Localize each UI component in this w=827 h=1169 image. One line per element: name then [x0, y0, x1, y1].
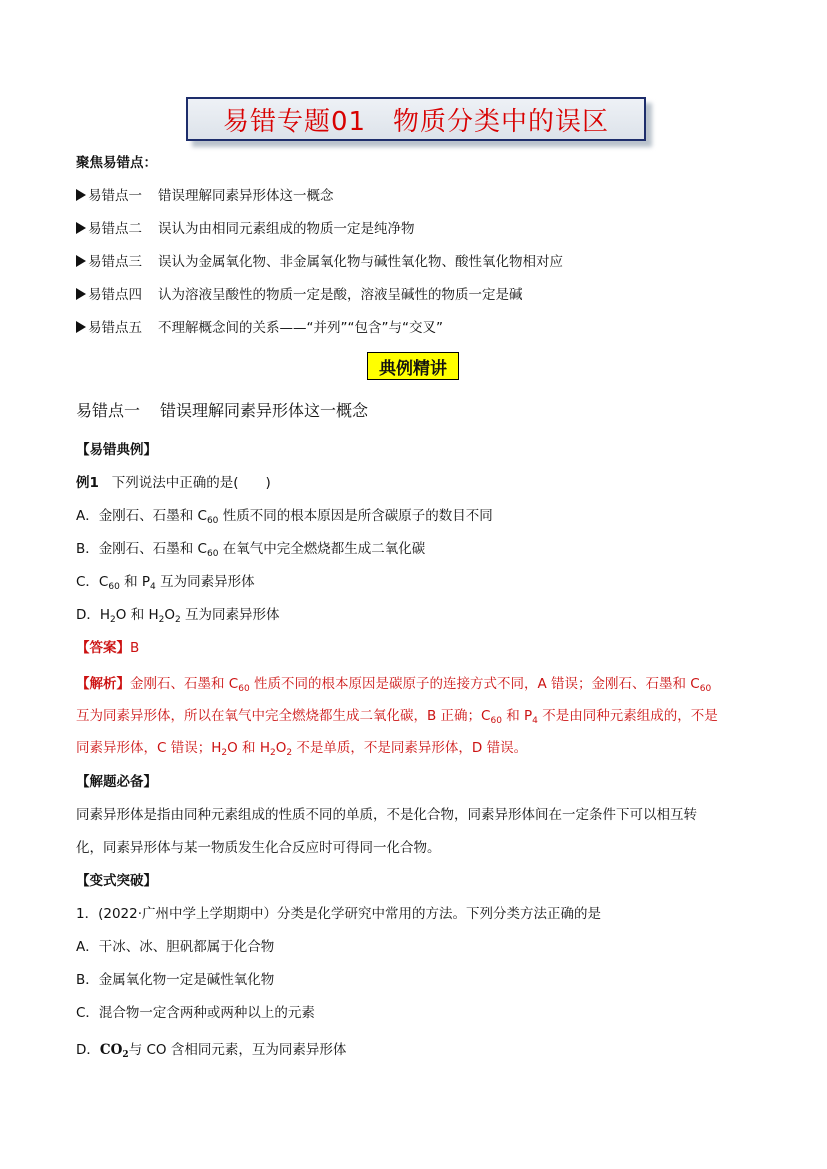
- subscript: 2: [286, 748, 293, 758]
- option-text: 在氧气中完全燃烧都生成二氧化碳: [218, 541, 426, 557]
- option-text: 和 P: [119, 574, 151, 590]
- variation-option-d: [76, 1038, 346, 1060]
- subscript: 60: [206, 549, 219, 559]
- answer-line: [76, 636, 139, 656]
- essentials-text-1: 同素异形体是指由同种元素组成的性质不同的单质，不是化合物，同素异形体间在一定条件下可以相互转: [76, 807, 697, 823]
- analysis-text: 互为同素异形体，所以在氧气中完全燃烧都生成二氧化碳，B 正确；C: [76, 708, 491, 724]
- triangle-bullet-icon: [76, 189, 86, 201]
- point-tag: 易错点三: [88, 254, 142, 270]
- analysis-line-3: [76, 736, 527, 758]
- option-text: 互为同素异形体: [180, 607, 280, 623]
- analysis-line-2: [76, 704, 718, 726]
- focus-label: 聚焦易错点：: [76, 155, 157, 171]
- point-text: 不理解概念间的关系——“并列”“包含”与“交叉”: [158, 320, 443, 336]
- typical-example-heading: 【易错典例】: [76, 442, 157, 458]
- variation-option-a: A．干冰、冰、胆矾都属于化合物: [76, 939, 275, 955]
- option-prefix: D．: [76, 1042, 100, 1058]
- subscript: 4: [532, 716, 538, 726]
- analysis-line-1: [76, 672, 711, 694]
- option-text: O 和 H: [115, 607, 159, 623]
- point-text: 错误理解同素异形体这一概念: [158, 188, 334, 204]
- variation-heading: 【变式突破】: [76, 873, 157, 889]
- point-tag: 易错点五: [88, 320, 142, 336]
- formula: CO: [99, 1042, 123, 1058]
- point-tag: 易错点四: [88, 287, 142, 303]
- analysis-text: 性质不同的根本原因是碳原子的连接方式不同，A 错误；金刚石、石墨和 C: [249, 676, 700, 692]
- option-text: 与 CO 含相同元素，互为同素异形体: [128, 1042, 347, 1058]
- section-tag: 易错点一: [76, 401, 141, 420]
- point-text: 误认为由相同元素组成的物质一定是纯净物: [158, 221, 415, 237]
- example-question-text: 下列说法中正确的是( ): [111, 475, 271, 491]
- analysis-label: 【解析】: [76, 676, 130, 692]
- triangle-bullet-icon: [76, 288, 86, 300]
- option-text: 互为同素异形体: [155, 574, 255, 590]
- essentials-heading: 【解题必备】: [76, 774, 157, 790]
- analysis-text: 同素异形体，C 错误；H: [76, 740, 222, 756]
- subscript: 2: [122, 1050, 129, 1060]
- essentials-text-2: 化，同素异形体与某一物质发生化合反应时可得同一化合物。: [76, 840, 441, 856]
- subscript: 2: [269, 748, 276, 758]
- triangle-bullet-icon: [76, 222, 86, 234]
- subscript: 60: [108, 582, 120, 592]
- subscript: 60: [490, 716, 502, 726]
- point-text: 认为溶液呈酸性的物质一定是酸，溶液呈碱性的物质一定是碱: [158, 287, 523, 303]
- subscript: 4: [150, 582, 156, 592]
- option-c: [76, 570, 255, 592]
- option-a: [76, 504, 493, 526]
- page-title: 易错专题01 物质分类中的误区: [186, 97, 646, 141]
- variation-question: 1．(2022·广州中学上学期期中）分类是化学研究中常用的方法。下列分类方法正确的是: [76, 906, 602, 922]
- option-b: [76, 537, 425, 559]
- example-question: [76, 471, 271, 491]
- option-text: D．H: [76, 607, 111, 623]
- option-text: O: [164, 607, 176, 623]
- subscript: 60: [206, 516, 219, 526]
- subscript: 2: [158, 615, 165, 625]
- section-banner: 典例精讲: [367, 352, 459, 380]
- option-text: A．金刚石、石墨和 C: [76, 508, 207, 524]
- point-item: [76, 250, 563, 270]
- variation-option-c: C．混合物一定含两种或两种以上的元素: [76, 1005, 315, 1021]
- triangle-bullet-icon: [76, 255, 86, 267]
- option-text: 性质不同的根本原因是所含碳原子的数目不同: [218, 508, 493, 524]
- point-item: [76, 217, 415, 237]
- analysis-text: O 和 H: [227, 740, 270, 756]
- option-d: [76, 603, 280, 625]
- subscript: 60: [238, 684, 250, 694]
- point-item: [76, 283, 523, 303]
- option-text: C．C: [76, 574, 109, 590]
- analysis-text: 和 P: [501, 708, 533, 724]
- point-item: [76, 316, 443, 336]
- point-tag: 易错点一: [88, 188, 142, 204]
- example-label: 例1: [76, 475, 99, 491]
- point-text: 误认为金属氧化物、非金属氧化物与碱性氧化物、酸性氧化物相对应: [158, 254, 563, 270]
- point-tag: 易错点二: [88, 221, 142, 237]
- option-text: B．金刚石、石墨和 C: [76, 541, 207, 557]
- subscript: 60: [699, 684, 712, 694]
- section-text: 错误理解同素异形体这一概念: [160, 401, 369, 420]
- analysis-text: 不是单质，不是同素异形体，D 错误。: [292, 740, 528, 756]
- analysis-text: O: [275, 740, 287, 756]
- subscript: 2: [110, 615, 116, 625]
- triangle-bullet-icon: [76, 321, 86, 333]
- subscript: 2: [221, 748, 228, 758]
- variation-option-b: B．金属氧化物一定是碱性氧化物: [76, 972, 275, 988]
- point-item: [76, 184, 334, 204]
- answer-label: 【答案】: [76, 640, 130, 656]
- analysis-text: 不是由同种元素组成的，不是: [537, 708, 718, 724]
- answer-value: B: [130, 640, 140, 656]
- analysis-text: 金刚石、石墨和 C: [130, 676, 239, 692]
- title-banner: [186, 97, 646, 141]
- section-heading: [76, 398, 368, 421]
- subscript: 2: [175, 615, 181, 625]
